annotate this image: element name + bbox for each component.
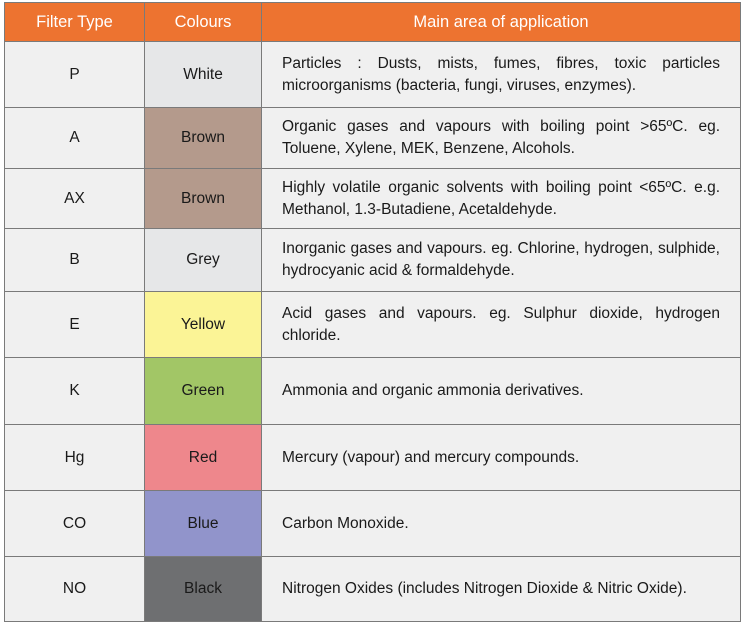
colour-swatch-cell: Blue: [145, 491, 262, 557]
table-row: [5, 292, 741, 358]
table-row: [5, 108, 741, 169]
application-cell: [262, 229, 741, 292]
application-text: Organic gases and vapours with boiling point >65ºC. eg. Toluene, Xylene, MEK, Benzene, Alcohols.: [282, 118, 720, 157]
filter-type-cell: NO: [5, 557, 145, 622]
filter-type-cell: P: [5, 42, 145, 108]
filter-type-cell: CO: [5, 491, 145, 557]
application-text: Ammonia and organic ammonia derivatives.: [282, 382, 584, 399]
filter-type-cell: B: [5, 229, 145, 292]
colour-swatch-cell: Black: [145, 557, 262, 622]
application-text: Inorganic gases and vapours. eg. Chlorine, hydrogen, sulphide, hydrocyanic acid & formaldehyde.: [282, 240, 720, 279]
header-colours: Colours: [145, 3, 262, 42]
header-row: [5, 3, 741, 42]
application-cell: [262, 108, 741, 169]
colour-swatch-cell: Yellow: [145, 292, 262, 358]
application-cell: [262, 292, 741, 358]
application-cell: [262, 425, 741, 491]
filter-type-cell: A: [5, 108, 145, 169]
application-text: Nitrogen Oxides (includes Nitrogen Dioxide & Nitric Oxide).: [282, 580, 687, 597]
table-row: [5, 42, 741, 108]
colour-swatch-cell: Brown: [145, 169, 262, 229]
header-filter-type: Filter Type: [5, 3, 145, 42]
application-cell: [262, 557, 741, 622]
table-row: [5, 491, 741, 557]
table-row: [5, 425, 741, 491]
colour-swatch-cell: Red: [145, 425, 262, 491]
application-text: Particles : Dusts, mists, fumes, fibres, toxic particles microorganisms (bacteria, fungi, viruses, enzymes).: [282, 54, 720, 94]
colour-swatch-cell: Grey: [145, 229, 262, 292]
filter-type-cell: AX: [5, 169, 145, 229]
table-row: [5, 229, 741, 292]
filter-type-cell: E: [5, 292, 145, 358]
colour-swatch-cell: Brown: [145, 108, 262, 169]
application-text: Carbon Monoxide.: [282, 514, 409, 532]
application-text: Mercury (vapour) and mercury compounds.: [282, 448, 580, 466]
colour-swatch-cell: Green: [145, 358, 262, 425]
application-cell: [262, 169, 741, 229]
filter-table: [4, 2, 741, 622]
application-cell: [262, 358, 741, 425]
filter-type-cell: Hg: [5, 425, 145, 491]
filter-type-cell: K: [5, 358, 145, 425]
application-cell: [262, 42, 741, 108]
table-row: [5, 169, 741, 229]
application-text: Acid gases and vapours. eg. Sulphur dioxide, hydrogen chloride.: [282, 304, 720, 344]
table-row: [5, 557, 741, 622]
application-cell: [262, 491, 741, 557]
header-application: Main area of application: [262, 3, 741, 42]
table-row: [5, 358, 741, 425]
application-text: Highly volatile organic solvents with boiling point <65ºC. e.g. Methanol, 1.3-Butadiene, Acetaldehyde.: [282, 178, 720, 218]
colour-swatch-cell: White: [145, 42, 262, 108]
